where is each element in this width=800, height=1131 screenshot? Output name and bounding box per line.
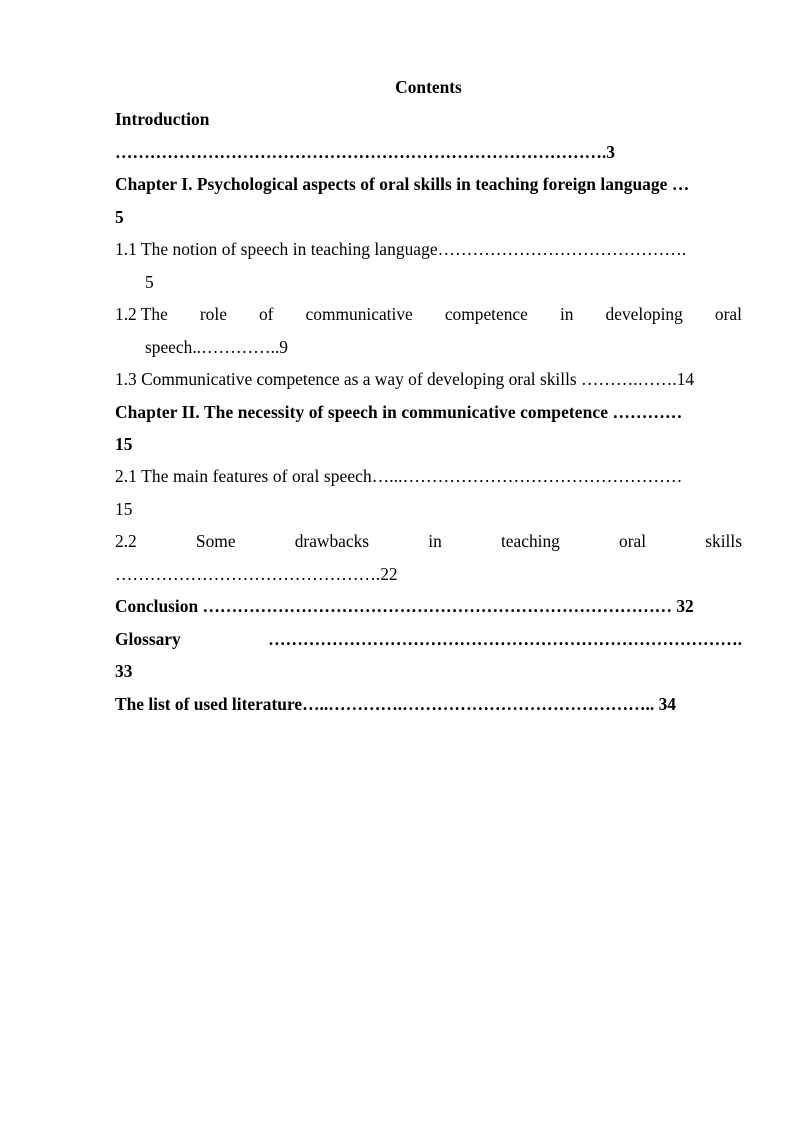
toc-item-2-2-continuation: ……………………………………….22 xyxy=(115,564,398,584)
toc-word: developing xyxy=(605,304,683,324)
toc-introduction-leader: ………………………………………………………………………….3 xyxy=(115,142,615,162)
toc-word: drawbacks xyxy=(294,531,370,551)
toc-word: competence xyxy=(444,304,528,324)
toc-word: 2.2 xyxy=(115,531,137,551)
toc-item-1-2 xyxy=(115,303,742,325)
toc-item-1-2-continuation: speech..…………..9 xyxy=(145,337,288,357)
toc-item-2-1: 2.1 The main features of oral speech…...………………………………………… xyxy=(115,466,683,486)
toc-item-2-2 xyxy=(115,530,742,552)
toc-item-1-3: 1.3 Communicative competence as a way of developing oral skills ……….…….14 xyxy=(115,369,695,389)
toc-glossary-leader: ………………………………………………………………………. xyxy=(268,629,742,649)
toc-word: 1.2 The xyxy=(115,304,168,324)
toc-word: Some xyxy=(195,531,236,551)
toc-word: oral xyxy=(714,304,742,324)
toc-chapter-1: Chapter I. Psychological aspects of oral skills in teaching foreign language … xyxy=(115,174,690,194)
toc-word: in xyxy=(428,531,442,551)
toc-item-2-1-page: 15 xyxy=(115,499,133,519)
toc-chapter-2: Chapter II. The necessity of speech in communicative competence ………… xyxy=(115,402,683,422)
toc-word: of xyxy=(258,304,274,324)
toc-glossary-page: 33 xyxy=(115,661,133,681)
toc-word: communicative xyxy=(305,304,413,324)
toc-word: teaching xyxy=(500,531,560,551)
toc-chapter-2-page: 15 xyxy=(115,434,133,454)
toc-word: skills xyxy=(705,531,742,551)
toc-chapter-1-page: 5 xyxy=(115,207,124,227)
page-title: Contents xyxy=(395,77,462,97)
toc-literature: The list of used literature…..………….…………………………………….. 34 xyxy=(115,694,676,714)
toc-conclusion: Conclusion ……………………………………………………………………… 32 xyxy=(115,596,694,616)
toc-glossary xyxy=(115,628,742,650)
toc-introduction-label: Introduction xyxy=(115,109,210,129)
toc-word: in xyxy=(559,304,574,324)
toc-item-1-1: 1.1 The notion of speech in teaching language……………………………………. xyxy=(115,239,687,259)
toc-word: role xyxy=(199,304,227,324)
toc-glossary-label: Glossary xyxy=(115,629,181,649)
toc-item-1-1-page: 5 xyxy=(145,272,154,292)
toc-word: oral xyxy=(619,531,647,551)
